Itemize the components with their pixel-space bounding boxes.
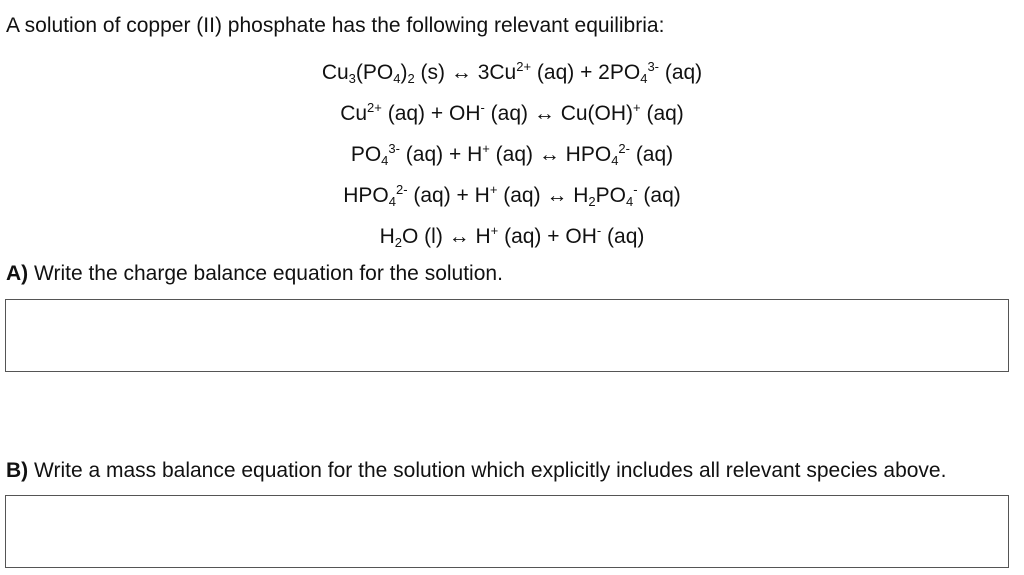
equilibrium-arrow-icon: ↔ bbox=[448, 225, 470, 248]
charge-balance-answer-box[interactable] bbox=[5, 299, 1009, 372]
equation-3: $PO_4^{3-}$ (aq) + H+ (aq) ↔ $HPO_4^{2-}$ (aq) bbox=[350, 141, 674, 168]
equation-1: $Cu_3(PO_4)_2$ (s) ↔ $3Cu^{2+}$ $(aq) + 2PO_4^{3-}$ (aq) bbox=[321, 59, 703, 86]
equilibrium-arrow-icon: ↔ bbox=[450, 61, 472, 84]
question-a bbox=[6, 262, 503, 286]
mass-balance-answer-box[interactable] bbox=[5, 495, 1009, 568]
equation-2: $Cu^{2+}$ (aq) + OH- (aq) ↔ Cu(OH)+ (aq) bbox=[340, 100, 684, 125]
question-a-label: A) bbox=[6, 262, 29, 285]
intro-text: A solution of copper (II) phosphate has the following relevant equilibria: bbox=[6, 14, 665, 37]
equilibrium-arrow-icon: ↔ bbox=[538, 143, 560, 166]
equilibrium-arrow-icon: ↔ bbox=[533, 102, 555, 125]
question-b-text: Write a mass balance equation for the solution which explicitly includes all relevant species above. bbox=[28, 459, 947, 482]
question-a-text: Write the charge balance equation for the solution. bbox=[28, 262, 503, 285]
equilibrium-arrow-icon: ↔ bbox=[546, 184, 568, 207]
question-b-label: B) bbox=[6, 459, 29, 482]
equilibria-list bbox=[0, 52, 1024, 257]
equation-5: $H_2O$ (l) ↔ H+ (aq) + OH- (aq) bbox=[379, 223, 645, 250]
question-b bbox=[6, 459, 946, 483]
equation-4: $HPO_4^{2-}$ (aq) + H+ (aq) ↔ $H_2PO_4^-$ (aq) bbox=[343, 182, 681, 209]
